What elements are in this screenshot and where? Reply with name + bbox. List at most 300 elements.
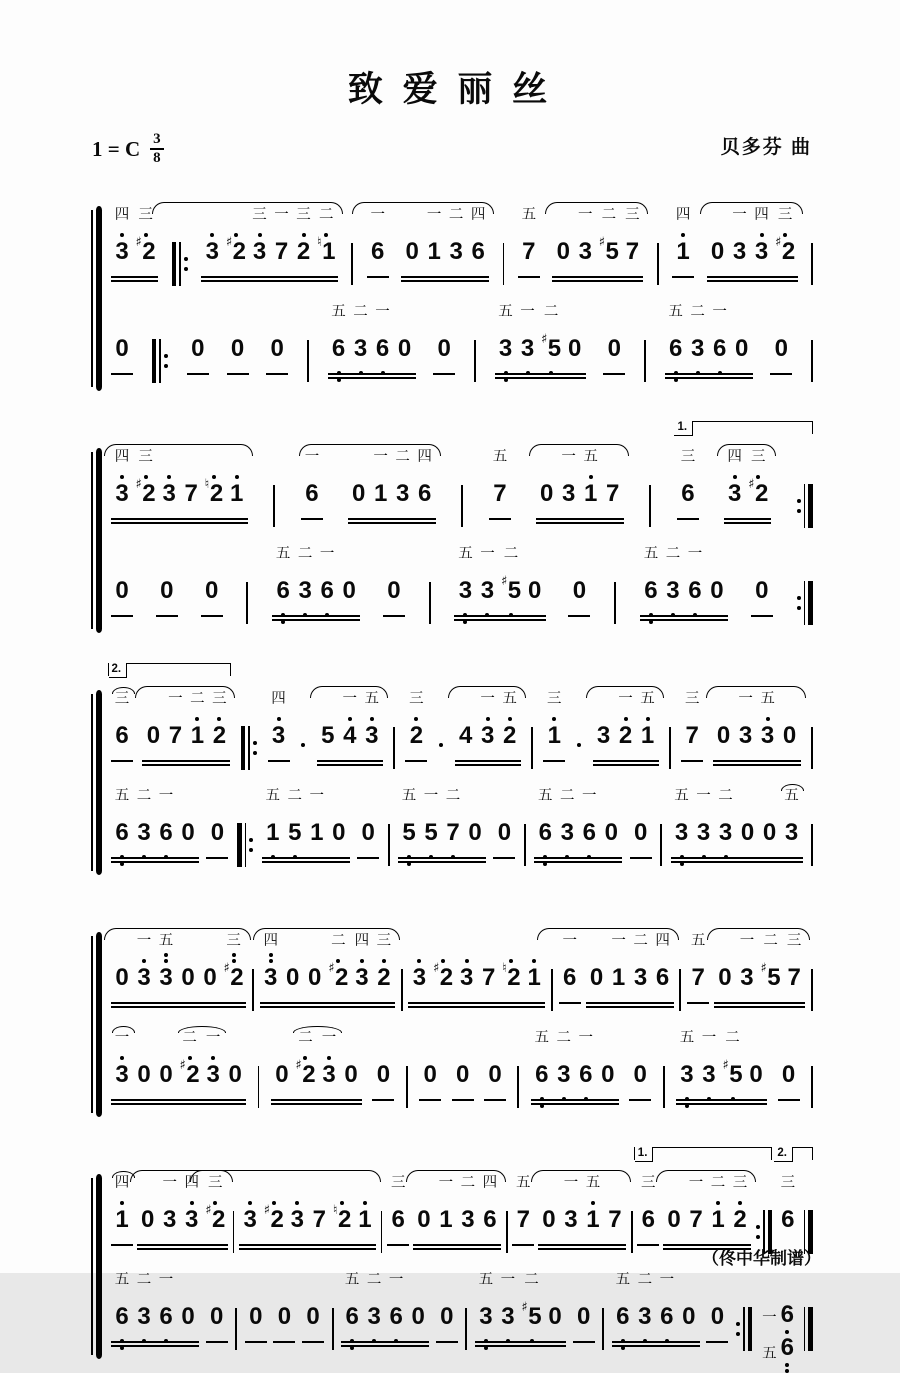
note-main: [501, 1304, 514, 1330]
thin-bar: [804, 484, 806, 528]
tie-arc: [112, 1171, 135, 1178]
fingering-label: 五: [502, 690, 517, 709]
note-main: [501, 578, 521, 604]
note-main: [573, 578, 586, 604]
note-group: [537, 1174, 627, 1262]
note-digit: 0: [286, 965, 299, 990]
octave-dots: [532, 959, 536, 963]
fingering-label: [164, 1029, 168, 1048]
octave-dot: [785, 1363, 789, 1367]
note-main: [297, 239, 310, 265]
note-digit: 0: [717, 723, 730, 748]
octave-dots: [295, 1201, 299, 1205]
thin-bar: [159, 339, 161, 383]
fingering-label: 一: [740, 932, 755, 951]
note-digit: 3: [115, 239, 128, 264]
note-digit: 3: [501, 1304, 514, 1329]
fingering-label: 一: [582, 787, 597, 806]
note-main: [634, 965, 647, 991]
dots-above-slot: [340, 1193, 344, 1207]
note: [606, 303, 623, 391]
beam-underline: [518, 276, 540, 278]
note-main: [781, 1207, 794, 1233]
note: [189, 303, 206, 391]
octave-dots: [441, 959, 445, 963]
final-chord: [762, 1303, 794, 1373]
note-digit: 7: [275, 239, 288, 264]
note-main: [499, 336, 512, 362]
octave-dot: [232, 953, 236, 957]
note-main: [608, 336, 621, 362]
note-main: [159, 820, 172, 846]
fingering-label: [715, 1271, 719, 1290]
note-group: [713, 932, 806, 1020]
fingering-label: 一: [480, 545, 495, 564]
note-main: [728, 481, 741, 507]
octave-dots: [486, 717, 490, 721]
note-main: [498, 820, 511, 846]
note-digit: 0: [308, 965, 321, 990]
key-time-signature: [92, 132, 164, 166]
fingering-label: 一: [206, 1029, 221, 1048]
fingering-label: 二: [461, 1174, 476, 1193]
fingering-label: 五: [784, 787, 799, 806]
note-digit: 1: [548, 723, 561, 748]
note-main: [711, 239, 724, 265]
note-digit: 7: [184, 481, 197, 506]
augmentation-dot: [301, 743, 306, 748]
note-main: [137, 820, 150, 846]
note-digit: 1: [641, 723, 654, 748]
note-group: [110, 1271, 200, 1359]
fingering-label: [165, 545, 169, 564]
note-group: [628, 1029, 652, 1117]
fingering-label: 二: [449, 206, 464, 225]
final-barline: [804, 1307, 813, 1351]
note-digit: 6: [471, 239, 484, 264]
note-main: [355, 965, 368, 991]
repeat-dot: [164, 354, 168, 358]
note-main: [413, 965, 426, 991]
fingering-label: 四: [263, 932, 278, 951]
note-group: [533, 787, 623, 875]
fingering-label: [215, 787, 219, 806]
note-group: [432, 303, 456, 391]
note-main: [577, 1304, 590, 1330]
note-digit: 3: [761, 723, 774, 748]
fingering-label: 二: [298, 545, 313, 564]
note-main: [184, 481, 197, 507]
note-digit: 5: [288, 820, 301, 845]
note-main: [206, 1062, 219, 1088]
note-main: [427, 239, 440, 265]
beam-underline: [593, 760, 659, 762]
octave-dot: [783, 233, 787, 237]
thick-bar: [808, 484, 813, 528]
note-main: [562, 481, 575, 507]
fingering-label: 三: [208, 1174, 223, 1193]
fingering-label: [465, 932, 469, 951]
fingering-label: 二: [560, 787, 575, 806]
note-digit: 3: [137, 820, 150, 845]
octave-dots: [212, 475, 216, 479]
fingering-label: [381, 1029, 385, 1048]
note-group: [511, 1174, 535, 1262]
beam-underline: [452, 1099, 474, 1101]
barline: [531, 727, 533, 769]
fingering-label: 三: [296, 206, 311, 225]
note-digit: 3: [365, 723, 378, 748]
beam-underline: [357, 857, 379, 859]
note-main: [344, 1062, 357, 1088]
note-group: [492, 787, 516, 875]
octave-dots: [217, 717, 221, 721]
note-main: [162, 481, 175, 507]
note-main: [371, 239, 384, 265]
melody-line: [110, 206, 815, 294]
note-digit: 0: [542, 1207, 555, 1232]
fingering-label: [313, 932, 317, 951]
note-main: [606, 481, 619, 507]
octave-dot: [532, 959, 536, 963]
octave-dot: [120, 233, 124, 237]
note-digit: 6: [389, 1304, 402, 1329]
octave-dot: [336, 959, 340, 963]
octave-dots: [624, 717, 628, 721]
fingering-label: 四: [355, 932, 370, 951]
octave-dots: [783, 233, 787, 237]
note-main: [410, 723, 423, 749]
fingering-label: 二: [504, 545, 519, 564]
note-main: [136, 239, 156, 265]
fingering-label: [317, 1174, 321, 1193]
note-digit: 3: [680, 1062, 693, 1087]
note-main: [320, 578, 333, 604]
note-digit: 3: [449, 239, 462, 264]
beam-underline: [111, 1341, 199, 1343]
note-digit: 0: [141, 1207, 154, 1232]
beam-underline: [475, 1345, 566, 1347]
dots-above-slot: [164, 951, 168, 965]
fingering-label: [613, 1174, 617, 1193]
note-main: [449, 239, 462, 265]
note: [640, 1174, 657, 1262]
barline: [307, 340, 309, 382]
octave-dot: [441, 959, 445, 963]
fingering-label: 五: [522, 206, 537, 225]
fingering-label: 五: [458, 545, 473, 564]
note-main: [710, 578, 723, 604]
note-main: [181, 820, 194, 846]
note-main: [169, 723, 182, 749]
note: [303, 448, 320, 536]
fingering-label: 二: [137, 787, 152, 806]
dots-above-slot: [465, 951, 469, 965]
note-group: [200, 545, 224, 633]
fingering-label: 一: [738, 690, 753, 709]
fingering-label: 五: [115, 787, 130, 806]
note-main: [276, 578, 289, 604]
note-digit: 6: [535, 1062, 548, 1087]
note: [515, 1174, 532, 1262]
note-main: [185, 1207, 198, 1233]
fingering-label: 一: [696, 787, 711, 806]
note-main: [521, 336, 534, 362]
beam-underline: [637, 1244, 659, 1246]
note-main: [722, 1062, 742, 1088]
note-main: [278, 1304, 291, 1330]
fingering-label: [189, 448, 193, 467]
note-main: [597, 723, 610, 749]
beam-underline: [317, 760, 383, 762]
beam-underline: [770, 373, 792, 375]
fingering-label: 五: [760, 690, 775, 709]
note-digit: 7: [787, 965, 800, 990]
note-main: [711, 1207, 724, 1233]
system-brace: [88, 448, 103, 633]
bass-line: [110, 787, 815, 875]
note-group: [705, 1271, 729, 1359]
note-digit: 7: [686, 723, 699, 748]
fingering-label: [723, 932, 727, 951]
note-main: [137, 1304, 150, 1330]
note-digit: 0: [440, 1304, 453, 1329]
note-digit: 0: [710, 578, 723, 603]
note: [438, 1271, 455, 1359]
repeat-dot: [253, 751, 257, 755]
note-group: [110, 303, 134, 391]
fingering-label: 三: [212, 690, 227, 709]
beam-underline: [534, 857, 622, 859]
note-main: [479, 1304, 492, 1330]
note-digit: 2: [302, 1062, 315, 1087]
note-main: [456, 1062, 469, 1088]
dots-above-slot: [195, 709, 199, 723]
note-main: [115, 578, 128, 604]
beam-underline: [713, 764, 801, 766]
fingering-label: 二: [602, 206, 617, 225]
note-group: [300, 448, 324, 536]
sharp-icon: ♯: [599, 236, 605, 249]
octave-dot: [414, 717, 418, 721]
repeat-dot: [797, 596, 801, 600]
fingering-label: 三: [751, 448, 766, 467]
note-main: [377, 1062, 390, 1088]
note-main: [517, 1207, 530, 1233]
note-main: [305, 481, 318, 507]
note-digit: 0: [749, 1062, 762, 1087]
note-digit: 3: [244, 1207, 257, 1232]
note-digit: 5: [424, 820, 437, 845]
note-digit: 1: [266, 820, 279, 845]
fingering-label: [612, 303, 616, 322]
note-main: [739, 723, 752, 749]
fingering-label: 一: [611, 932, 626, 951]
note-group: [567, 545, 591, 633]
octave-dots: [733, 475, 737, 479]
beam-underline: [419, 1099, 441, 1101]
dots-above-slot: [210, 225, 214, 239]
octave-dot: [363, 1201, 367, 1205]
dots-above-slot: [217, 709, 221, 723]
fingering-label: 四: [115, 448, 130, 467]
note-digit: 0: [498, 820, 511, 845]
note: [679, 448, 696, 536]
note-digit: 6: [345, 1304, 358, 1329]
barline: [524, 824, 526, 866]
beam-underline: [676, 1099, 767, 1101]
repeat-end-sign: [797, 484, 813, 528]
fingering-label: [349, 1029, 353, 1048]
thick-bar: [241, 726, 246, 770]
note-digit: 5: [548, 336, 561, 361]
note-digit: 6: [644, 578, 657, 603]
beam-underline: [671, 861, 803, 863]
note: [114, 690, 131, 778]
note-digit: 7: [689, 1207, 702, 1232]
note-main: [740, 965, 753, 991]
octave-dots: [738, 1201, 742, 1205]
note-main: [264, 1207, 284, 1233]
natural-icon: ♮: [333, 1204, 338, 1217]
fingering-label: 五: [365, 690, 380, 709]
note-group: [488, 448, 512, 536]
fingering-label: [254, 1271, 258, 1290]
dots-above-slot: [716, 1193, 720, 1207]
note-main: [298, 578, 311, 604]
note-main: [205, 481, 224, 507]
note-main: [230, 481, 243, 507]
beam-underline: [272, 619, 360, 621]
note-digit: 3: [691, 336, 704, 361]
note-digit: 6: [616, 1304, 629, 1329]
note-digit: 6: [781, 1336, 794, 1360]
fingering-label: 四: [115, 1174, 130, 1193]
note-main: [612, 965, 625, 991]
note-digit: 0: [718, 965, 731, 990]
octave-dots: [232, 953, 236, 964]
note-main: [159, 1304, 172, 1330]
fingering-label: 二: [557, 1029, 572, 1048]
beam-underline: [538, 1248, 626, 1250]
fingering-label: 四: [417, 448, 432, 467]
dots-above-slot: [624, 709, 628, 723]
fingering-label: [464, 690, 468, 709]
dots-above-slot: [295, 1193, 299, 1207]
note-digit: 7: [606, 481, 619, 506]
fingering-label: 三: [787, 932, 802, 951]
system-brace: [88, 932, 103, 1117]
note-main: [608, 1207, 621, 1233]
octave-dots: [302, 233, 306, 237]
fingering-label: 三: [409, 690, 424, 709]
tie-arc: [112, 1026, 135, 1033]
fingering-label: [422, 1174, 426, 1193]
dots-above-slot: [144, 225, 148, 239]
octave-dot: [508, 717, 512, 721]
dots-above-slot: [302, 225, 306, 239]
fingering-label: 五: [762, 1346, 777, 1362]
beam-underline: [301, 518, 323, 520]
fingering-label: 二: [725, 1029, 740, 1048]
note-main: [115, 723, 128, 749]
note-group: [110, 1174, 134, 1262]
beam-underline: [436, 1341, 458, 1343]
note-main: [691, 965, 704, 991]
note-main: [785, 820, 798, 846]
octave-dot: [144, 475, 148, 479]
dots-above-slot: [142, 951, 146, 965]
beam-underline: [317, 764, 383, 766]
barline: [273, 485, 275, 527]
barline: [644, 340, 646, 382]
fingering-label: 一: [579, 1029, 594, 1048]
fingering-label: 三: [641, 1174, 656, 1193]
note-digit: 0: [775, 336, 788, 361]
note-group: [592, 690, 660, 778]
beam-underline: [302, 1341, 324, 1343]
beam-underline: [201, 280, 338, 282]
repeat-dot: [249, 848, 253, 852]
octave-dot: [360, 959, 364, 963]
note: [491, 448, 508, 536]
beam-underline: [348, 522, 436, 524]
note-main: [669, 336, 682, 362]
note-group: [706, 206, 799, 294]
note-digit: 0: [424, 1062, 437, 1087]
note-main: [688, 578, 701, 604]
note-main: [291, 1207, 304, 1233]
fingering-label: 一: [578, 206, 593, 225]
fingering-label: [779, 303, 783, 322]
note-digit: 3: [597, 723, 610, 748]
note-digit: 0: [387, 578, 400, 603]
note-digit: 0: [411, 1304, 424, 1329]
octave-dot: [785, 1369, 789, 1373]
note-digit: 1: [322, 239, 335, 264]
note-main: [564, 1207, 577, 1233]
fingering-label: [532, 932, 536, 951]
fingering-label: 一: [389, 1271, 404, 1290]
beam-underline: [676, 1103, 767, 1105]
repeat-dots: [164, 339, 168, 383]
barline: [474, 340, 476, 382]
beam-underline: [665, 373, 753, 375]
note: [385, 545, 402, 633]
note-digit: 0: [601, 1062, 614, 1087]
fingering-label: 一: [115, 1029, 130, 1048]
octave-dot: [370, 717, 374, 721]
octave-dot: [295, 1201, 299, 1205]
octave-dot: [277, 717, 281, 721]
note-group: [451, 1029, 475, 1117]
note-digit: 3: [739, 723, 752, 748]
octave-dot: [190, 1201, 194, 1205]
fingering-label: [233, 1029, 237, 1048]
octave-dot: [552, 717, 556, 721]
fingering-label: 一: [762, 1310, 777, 1326]
barline: [669, 727, 671, 769]
fingering-label: 二: [544, 303, 559, 322]
note-digit: 6: [688, 578, 701, 603]
barline: [614, 582, 616, 624]
dots-above-slot: [235, 467, 239, 481]
fingering-label: [186, 1271, 190, 1290]
octave-dots: [760, 233, 764, 237]
fingering-label: 一: [343, 690, 358, 709]
note-digit: 3: [728, 481, 741, 506]
note-group: [186, 303, 210, 391]
